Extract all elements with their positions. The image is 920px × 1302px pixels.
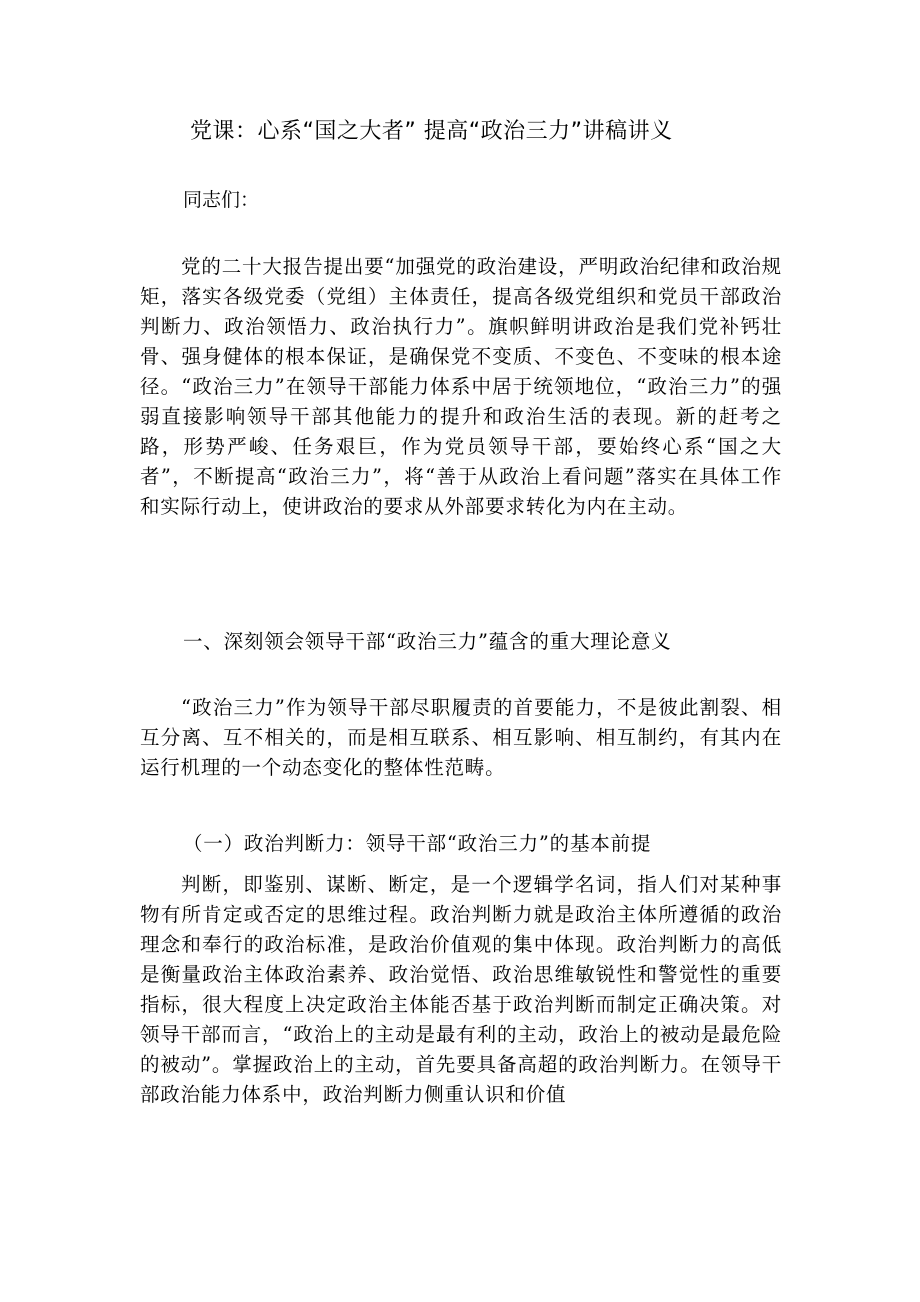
- paragraph-subsection-1: 判断，即鉴别、谋断、断定，是一个逻辑学名词，指人们对某种事物有所肯定或否定的思维过程。政治判断力就是政治主体所遵循的政治理念和奉行的政治标准，是政治价值观的集中体现。政治判断力的高低是衡量政治主体政治素养、政治觉悟、政治思维敏锐性和警觉性的重要指标，很大程度上决定政治主体能否基于政治判断而制定正确决策。对领导干部而言，“政治上的主动是最有利的主动，政治上的被动是最危险的被动”。掌握政治上的主动，首先要具备高超的政治判断力。在领导干部政治能力体系中，政治判断力侧重认识和价值: [140, 873, 782, 1106]
- document-title: 党课：心系“国之大者” 提高“政治三力”讲稿讲义: [190, 119, 673, 144]
- section-heading-1: 一、深刻领会领导干部“政治三力”蕴含的重大理论意义: [183, 630, 672, 653]
- subsection-heading-1: （一）政治判断力：领导干部“政治三力”的基本前提: [183, 832, 652, 855]
- paragraph-intro: 党的二十大报告提出要“加强党的政治建设，严明政治纪律和政治规矩，落实各级党委（党组）主体责任，提高各级党组织和党员干部政治判断力、政治领悟力、政治执行力”。旗帜鲜明讲政治是我们党补钙壮骨、强身健体的根本保证，是确保党不变质、不变色、不变味的根本途径。“政治三力”在领导干部能力体系中居于统领地位，“政治三力”的强弱直接影响领导干部其他能力的提升和政治生活的表现。新的赶考之路，形势严峻、任务艰巨，作为党员领导干部，要始终心系“国之大者”，不断提高“政治三力”，将“善于从政治上看问题”落实在具体工作和实际行动上，使讲政治的要求从外部要求转化为内在主动。: [140, 255, 782, 518]
- greeting: 同志们：: [183, 189, 260, 211]
- paragraph-section-1: “政治三力”作为领导干部尽职履责的首要能力，不是彼此割裂、相互分离、互不相关的，而是相互联系、相互影响、相互制约，有其内在运行机理的一个动态变化的整体性范畴。: [140, 696, 782, 779]
